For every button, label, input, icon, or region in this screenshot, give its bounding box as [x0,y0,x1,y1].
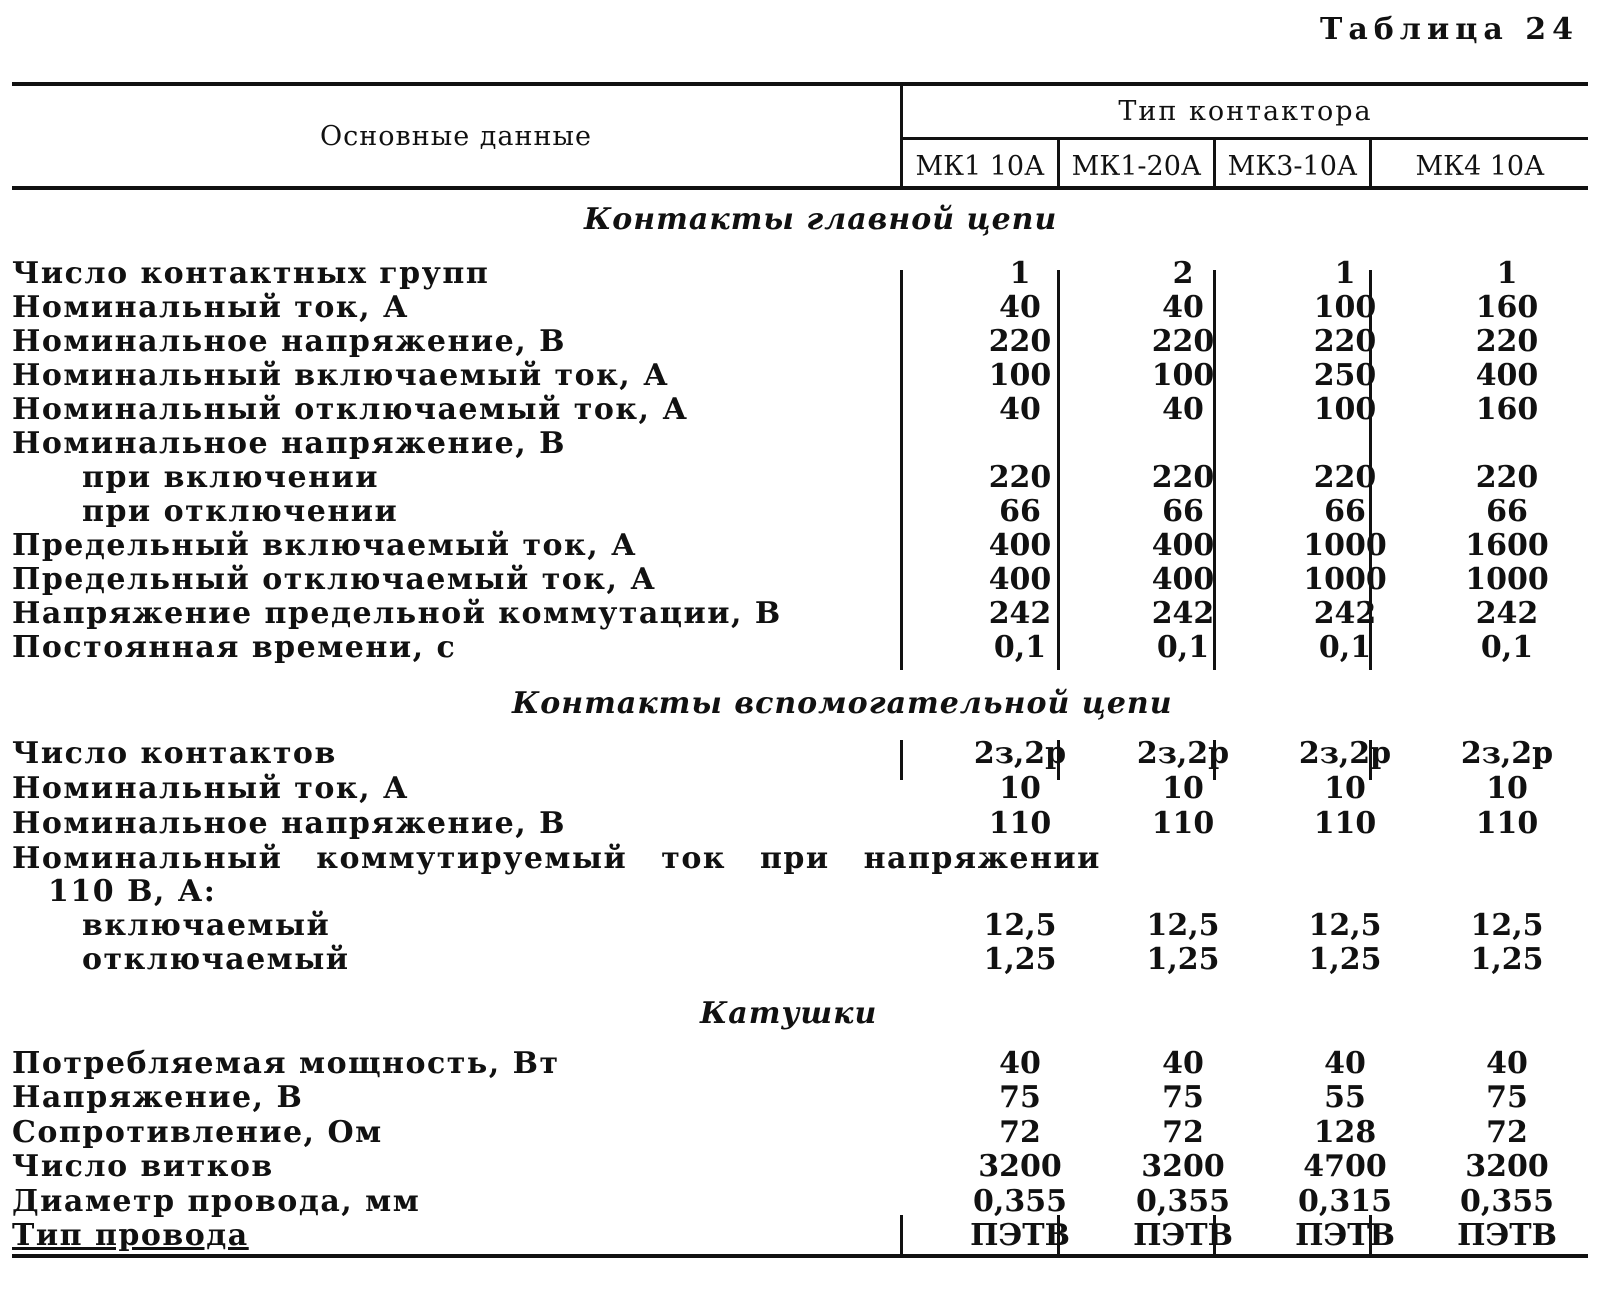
row-label: 110 В, А: [48,874,217,909]
row-value: 3200 [978,1149,1062,1184]
table-number: Таблица 24 [1320,12,1579,47]
row-value: 0,315 [1298,1184,1392,1219]
row-label: Напряжение предельной коммутации, В [12,596,782,631]
section-title-aux: Контакты вспомогательной цепи [512,686,1173,721]
row-value: 12,5 [1308,908,1382,943]
row-value: 220 [1151,324,1215,359]
header-contactor-type: Тип контактора [1118,96,1373,127]
column-header-mk1-20a: МК1-20А [1071,150,1202,182]
row-value: 220 [1475,460,1539,495]
row-value: 110 [1475,806,1539,841]
column-header-mk1-10a: МК1 10А [915,150,1045,182]
row-value: 10 [999,771,1041,806]
table-row [0,771,1615,807]
table-row [0,426,1615,462]
table-row [0,1218,1615,1254]
row-value: 2з,2р [973,736,1067,771]
section-title-coils: Катушки [700,996,878,1031]
row-value: 2 [1172,256,1194,291]
column-header-mk4-10a: МК4 10А [1415,150,1545,182]
row-value: 75 [999,1080,1041,1115]
section-title-main: Контакты главной цепи [584,202,1058,237]
row-value: ПЭТВ [1295,1218,1395,1253]
table-row [0,562,1615,598]
row-label: при отключении [82,494,399,529]
row-value: ПЭТВ [970,1218,1070,1253]
row-label: Потребляемая мощность, Вт [12,1046,560,1081]
row-value: 12,5 [1470,908,1544,943]
row-value: 110 [1313,806,1377,841]
row-label: Число контактных групп [12,256,490,291]
table-row [0,1115,1615,1151]
row-value: 55 [1324,1080,1366,1115]
table-row [0,256,1615,292]
row-label: Номинальное напряжение, В [12,426,566,461]
row-label: Номинальный отключаемый ток, А [12,392,689,427]
column-header-mk3-10a: МК3-10А [1227,150,1358,182]
row-value: 0,355 [973,1184,1067,1219]
row-value: 40 [999,392,1041,427]
row-value: 40 [999,1046,1041,1081]
row-value: 0,355 [1460,1184,1554,1219]
row-value: 72 [1162,1115,1204,1150]
row-label: Число витков [12,1149,274,1184]
row-value: 40 [1162,392,1204,427]
table-row [0,874,1615,910]
row-label: Предельный включаемый ток, А [12,528,638,563]
row-value: 110 [988,806,1052,841]
row-value: 1 [1496,256,1518,291]
row-value: 40 [1162,290,1204,325]
row-value: 66 [1162,494,1204,529]
table-row [0,1149,1615,1185]
row-value: 0,1 [1318,630,1372,665]
row-value: 66 [999,494,1041,529]
table-row [0,460,1615,496]
row-value: 220 [1313,460,1377,495]
row-value: 220 [988,324,1052,359]
row-label: Число контактов [12,736,337,771]
row-value: 1,25 [1146,942,1220,977]
row-value: 66 [1324,494,1366,529]
row-value: 66 [1486,494,1528,529]
row-value: 75 [1486,1080,1528,1115]
row-value: 220 [988,460,1052,495]
table-row [0,290,1615,326]
table-row [0,358,1615,394]
table-row [0,1080,1615,1116]
table-row [0,942,1615,978]
row-value: 100 [1151,358,1215,393]
table-row [0,630,1615,666]
row-value: 400 [1151,562,1215,597]
row-value: 40 [1486,1046,1528,1081]
row-value: 40 [999,290,1041,325]
header-main-data: Основные данные [320,120,592,152]
row-value: 250 [1313,358,1377,393]
row-label: Номинальное напряжение, В [12,806,566,841]
table-row [0,528,1615,564]
row-label: Номинальный включаемый ток, А [12,358,670,393]
row-value: 220 [1313,324,1377,359]
row-label: Предельный отключаемый ток, А [12,562,657,597]
header-sub-rule [902,137,1588,140]
row-value: 72 [999,1115,1041,1150]
row-value: 0,1 [1156,630,1210,665]
row-label: Тип провода [12,1218,249,1253]
row-value: 3200 [1141,1149,1225,1184]
table-row [0,1046,1615,1082]
row-value: 2з,2р [1136,736,1230,771]
row-value: 2з,2р [1298,736,1392,771]
table-row [0,1184,1615,1220]
row-value: 10 [1162,771,1204,806]
row-label: Номинальный ток, А [12,290,409,325]
row-value: 10 [1324,771,1366,806]
row-value: 160 [1475,392,1539,427]
row-value: 0,355 [1136,1184,1230,1219]
row-label: Номинальный ток, А [12,771,409,806]
row-value: 160 [1475,290,1539,325]
row-value: 10 [1486,771,1528,806]
row-value: 3200 [1465,1149,1549,1184]
table-row [0,736,1615,772]
bottom-rule [12,1254,1588,1258]
row-value: 1 [1009,256,1031,291]
row-value: 1,25 [1470,942,1544,977]
row-value: 400 [1475,358,1539,393]
row-label: Диаметр провода, мм [12,1184,421,1219]
row-value: 12,5 [983,908,1057,943]
row-value: 110 [1151,806,1215,841]
row-value: 72 [1486,1115,1528,1150]
row-value: 40 [1162,1046,1204,1081]
row-value: 1000 [1303,562,1387,597]
row-value: 220 [1475,324,1539,359]
row-value: 220 [1151,460,1215,495]
row-value: 100 [988,358,1052,393]
table-row [0,806,1615,842]
row-label: Напряжение, В [12,1080,304,1115]
row-label: отключаемый [82,942,350,977]
row-value: 75 [1162,1080,1204,1115]
row-label: Номинальный коммутируемый ток при напряжении [12,841,1101,876]
row-value: 242 [1151,596,1215,631]
row-value: 4700 [1303,1149,1387,1184]
row-value: 2з,2р [1460,736,1554,771]
row-value: 400 [1151,528,1215,563]
row-value: 1600 [1465,528,1549,563]
row-value: 1000 [1465,562,1549,597]
row-value: 128 [1313,1115,1377,1150]
row-value: 1,25 [983,942,1057,977]
row-value: 100 [1313,392,1377,427]
row-value: 100 [1313,290,1377,325]
row-value: ПЭТВ [1457,1218,1557,1253]
table-row [0,392,1615,428]
row-value: 40 [1324,1046,1366,1081]
table-row [0,908,1615,944]
table-row [0,596,1615,632]
row-value: 242 [1475,596,1539,631]
row-label: при включении [82,460,380,495]
row-label: Номинальное напряжение, В [12,324,566,359]
row-value: 12,5 [1146,908,1220,943]
row-value: 0,1 [993,630,1047,665]
row-value: ПЭТВ [1133,1218,1233,1253]
row-value: 1000 [1303,528,1387,563]
row-label: включаемый [82,908,331,943]
row-label: Постоянная времени, с [12,630,457,665]
row-label: Сопротивление, Ом [12,1115,383,1150]
row-value: 400 [988,528,1052,563]
table-row [0,324,1615,360]
row-value: 1,25 [1308,942,1382,977]
table-row [0,494,1615,530]
row-value: 400 [988,562,1052,597]
row-value: 242 [1313,596,1377,631]
row-value: 1 [1334,256,1356,291]
row-value: 0,1 [1480,630,1534,665]
row-value: 242 [988,596,1052,631]
table-row [0,841,1615,877]
